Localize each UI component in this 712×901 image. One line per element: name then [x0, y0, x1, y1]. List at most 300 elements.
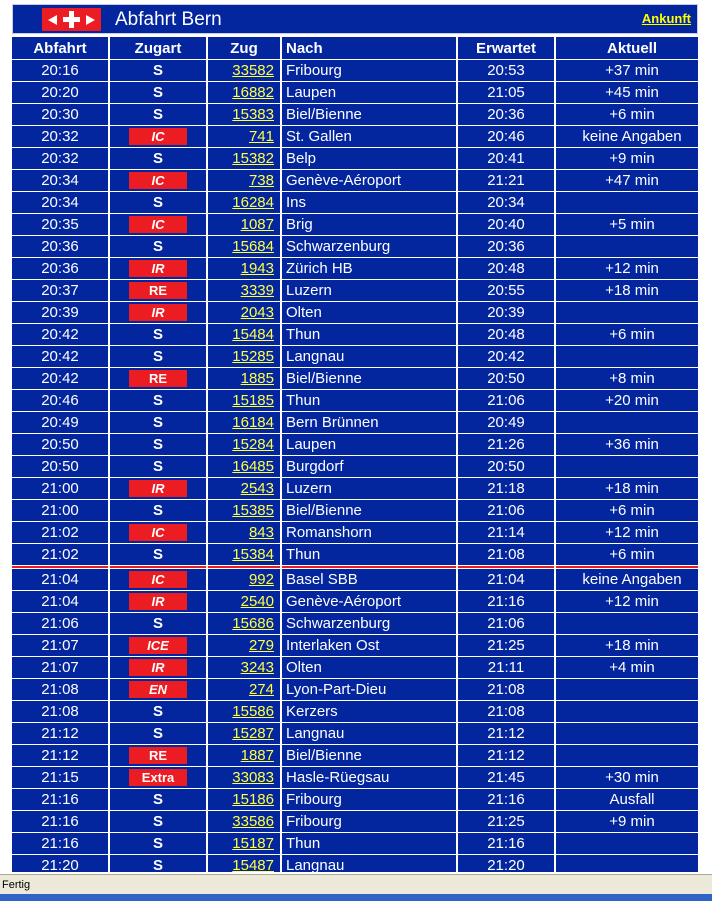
destination: Biel/Bienne — [282, 368, 456, 389]
train-number-link[interactable]: 741 — [248, 128, 274, 145]
train-type-s-icon: S — [152, 703, 163, 721]
train-number-link[interactable]: 15287 — [232, 725, 274, 742]
departure-time: 20:49 — [12, 412, 108, 433]
current-delay: +6 min — [556, 324, 698, 345]
table-row — [12, 811, 698, 832]
table-row — [12, 745, 698, 766]
train-type — [110, 789, 206, 810]
train-number-link[interactable]: 3339 — [240, 282, 274, 299]
train-type — [110, 811, 206, 832]
train-number-link[interactable]: 1887 — [240, 747, 274, 764]
sbb-logo-icon — [42, 8, 101, 31]
departure-time: 20:42 — [12, 368, 108, 389]
expected-time: 21:06 — [458, 613, 554, 634]
expected-time: 20:41 — [458, 148, 554, 169]
expected-time: 20:50 — [458, 368, 554, 389]
departure-time: 20:37 — [12, 280, 108, 301]
train-type — [110, 522, 206, 543]
train-number — [208, 302, 280, 323]
current-delay: +6 min — [556, 500, 698, 521]
expected-time: 21:06 — [458, 390, 554, 411]
departure-board — [12, 4, 698, 872]
destination: Olten — [282, 302, 456, 323]
train-type — [110, 148, 206, 169]
expected-time: 21:08 — [458, 701, 554, 722]
current-delay: keine Angaben — [556, 126, 698, 147]
table-row — [12, 591, 698, 612]
expected-time: 21:12 — [458, 745, 554, 766]
train-type-s-icon: S — [152, 791, 163, 809]
current-delay: +6 min — [556, 104, 698, 125]
departure-time: 20:36 — [12, 236, 108, 257]
current-delay: +8 min — [556, 368, 698, 389]
table-row — [12, 324, 698, 345]
table-row — [12, 390, 698, 411]
train-type — [110, 434, 206, 455]
train-number — [208, 126, 280, 147]
train-number-link[interactable]: 15382 — [232, 150, 274, 167]
destination: Thun — [282, 390, 456, 411]
destination: Laupen — [282, 82, 456, 103]
train-number-link[interactable]: 274 — [248, 681, 274, 698]
train-number — [208, 82, 280, 103]
departure-time: 20:42 — [12, 346, 108, 367]
train-type — [110, 170, 206, 191]
col-aktuell: Aktuell — [556, 37, 698, 59]
current-delay — [556, 613, 698, 634]
train-number-link[interactable]: 15383 — [232, 106, 274, 123]
train-number — [208, 789, 280, 810]
train-type-s-icon: S — [152, 326, 163, 344]
departure-time: 20:32 — [12, 148, 108, 169]
current-delay: +36 min — [556, 434, 698, 455]
table-row — [12, 500, 698, 521]
train-number-link[interactable]: 992 — [248, 571, 274, 588]
table-row — [12, 258, 698, 279]
train-type-s-icon: S — [152, 150, 163, 168]
train-number-link[interactable]: 1885 — [240, 370, 274, 387]
expected-time: 21:08 — [458, 679, 554, 700]
train-type-s-icon: S — [152, 502, 163, 520]
expected-time: 21:16 — [458, 833, 554, 854]
departure-time: 20:30 — [12, 104, 108, 125]
table-row — [12, 723, 698, 744]
train-type — [110, 855, 206, 872]
expected-time: 21:21 — [458, 170, 554, 191]
train-number-link[interactable]: 15285 — [232, 348, 274, 365]
train-number-link[interactable]: 15284 — [232, 436, 274, 453]
expected-time: 21:14 — [458, 522, 554, 543]
current-delay: +45 min — [556, 82, 698, 103]
expected-time: 20:39 — [458, 302, 554, 323]
departure-time: 20:16 — [12, 60, 108, 81]
table-row — [12, 657, 698, 678]
train-type — [110, 613, 206, 634]
train-type — [110, 679, 206, 700]
train-type-ice-icon: ICE — [129, 637, 187, 654]
train-type-ic-icon: IC — [129, 172, 187, 189]
train-number-link[interactable]: 279 — [248, 637, 274, 654]
expected-time: 20:53 — [458, 60, 554, 81]
destination: Luzern — [282, 280, 456, 301]
train-number — [208, 591, 280, 612]
destination: Basel SBB — [282, 569, 456, 590]
current-delay: +9 min — [556, 148, 698, 169]
train-type — [110, 368, 206, 389]
current-delay: +18 min — [556, 635, 698, 656]
expected-time: 21:18 — [458, 478, 554, 499]
train-type — [110, 500, 206, 521]
train-type-re-icon: RE — [129, 747, 187, 764]
current-delay: +47 min — [556, 170, 698, 191]
table-row — [12, 302, 698, 323]
destination: Biel/Bienne — [282, 104, 456, 125]
destination: Zürich HB — [282, 258, 456, 279]
table-row — [12, 148, 698, 169]
departure-time: 21:15 — [12, 767, 108, 788]
train-number — [208, 500, 280, 521]
current-delay: +12 min — [556, 591, 698, 612]
train-number-link[interactable]: 16882 — [232, 84, 274, 101]
train-type-s-icon: S — [152, 84, 163, 102]
expected-time: 21:20 — [458, 855, 554, 872]
destination: Brig — [282, 214, 456, 235]
table-row — [12, 522, 698, 543]
current-delay: +18 min — [556, 280, 698, 301]
destination: Thun — [282, 324, 456, 345]
current-delay: +4 min — [556, 657, 698, 678]
departure-time: 21:07 — [12, 635, 108, 656]
train-number-link[interactable]: 33083 — [232, 769, 274, 786]
current-delay: +9 min — [556, 811, 698, 832]
train-number-link[interactable]: 2043 — [240, 304, 274, 321]
table-row — [12, 855, 698, 872]
destination: Bern Brünnen — [282, 412, 456, 433]
train-type-ic-icon: IC — [129, 571, 187, 588]
train-number-link[interactable]: 738 — [248, 172, 274, 189]
departure-time: 21:08 — [12, 679, 108, 700]
table-row — [12, 82, 698, 103]
table-row — [12, 170, 698, 191]
table-row — [12, 701, 698, 722]
train-number — [208, 170, 280, 191]
train-number-link[interactable]: 1943 — [240, 260, 274, 277]
train-number — [208, 214, 280, 235]
destination: Fribourg — [282, 60, 456, 81]
destination: Ins — [282, 192, 456, 213]
expected-time: 21:05 — [458, 82, 554, 103]
departure-time: 21:12 — [12, 745, 108, 766]
train-number — [208, 522, 280, 543]
expected-time: 21:16 — [458, 789, 554, 810]
train-number — [208, 569, 280, 590]
train-type — [110, 82, 206, 103]
table-row — [12, 679, 698, 700]
train-type-s-icon: S — [152, 414, 163, 432]
current-delay — [556, 701, 698, 722]
departure-time: 21:16 — [12, 811, 108, 832]
train-type-ic-icon: IC — [129, 216, 187, 233]
departure-time: 20:50 — [12, 456, 108, 477]
destination: Langnau — [282, 855, 456, 872]
destination: Fribourg — [282, 811, 456, 832]
departure-time: 21:12 — [12, 723, 108, 744]
departure-time: 20:20 — [12, 82, 108, 103]
departure-time: 21:00 — [12, 478, 108, 499]
table-row — [12, 214, 698, 235]
train-number-link[interactable]: 1087 — [240, 216, 274, 233]
table-row — [12, 635, 698, 656]
train-number-link[interactable]: 16485 — [232, 458, 274, 475]
train-number-link[interactable]: 2543 — [240, 480, 274, 497]
table-row — [12, 434, 698, 455]
table-row — [12, 192, 698, 213]
table-row — [12, 60, 698, 81]
current-delay — [556, 833, 698, 854]
train-number — [208, 148, 280, 169]
train-number — [208, 192, 280, 213]
destination: Belp — [282, 148, 456, 169]
current-delay: +30 min — [556, 767, 698, 788]
train-number — [208, 613, 280, 634]
table-row — [12, 478, 698, 499]
train-number-link[interactable]: 843 — [248, 524, 274, 541]
departure-time: 20:42 — [12, 324, 108, 345]
ankunft-link[interactable]: Ankunft — [641, 11, 691, 26]
train-type-s-icon: S — [152, 392, 163, 410]
train-number — [208, 723, 280, 744]
train-type-s-icon: S — [152, 238, 163, 256]
train-type — [110, 657, 206, 678]
table-row — [12, 456, 698, 477]
train-type-s-icon: S — [152, 348, 163, 366]
train-type-s-icon: S — [152, 813, 163, 831]
current-delay — [556, 192, 698, 213]
destination: Langnau — [282, 723, 456, 744]
expected-time: 20:46 — [458, 126, 554, 147]
expected-time: 21:11 — [458, 657, 554, 678]
expected-time: 20:49 — [458, 412, 554, 433]
train-number — [208, 833, 280, 854]
destination: Hasle-Rüegsau — [282, 767, 456, 788]
destination: Olten — [282, 657, 456, 678]
train-type-s-icon: S — [152, 615, 163, 633]
train-type — [110, 591, 206, 612]
current-delay — [556, 723, 698, 744]
col-zugart: Zugart — [110, 37, 206, 59]
train-type — [110, 324, 206, 345]
train-number-link[interactable]: 15686 — [232, 615, 274, 632]
departure-time: 21:00 — [12, 500, 108, 521]
departure-time: 21:04 — [12, 569, 108, 590]
destination: Thun — [282, 544, 456, 565]
departure-time: 20:34 — [12, 170, 108, 191]
destination: Kerzers — [282, 701, 456, 722]
taskbar-strip — [0, 894, 712, 901]
train-type-re-icon: RE — [129, 282, 187, 299]
current-delay: +5 min — [556, 214, 698, 235]
train-number — [208, 635, 280, 656]
train-type-ir-icon: IR — [129, 480, 187, 497]
departure-time: 21:02 — [12, 544, 108, 565]
train-number — [208, 412, 280, 433]
destination: Interlaken Ost — [282, 635, 456, 656]
train-type-re-icon: RE — [129, 370, 187, 387]
expected-time: 20:48 — [458, 258, 554, 279]
destination: Schwarzenburg — [282, 236, 456, 257]
current-delay — [556, 346, 698, 367]
train-type — [110, 478, 206, 499]
train-number-link[interactable]: 2540 — [240, 593, 274, 610]
departure-time: 20:36 — [12, 258, 108, 279]
train-number — [208, 346, 280, 367]
page-title: Abfahrt Bern — [115, 9, 222, 30]
current-delay: +12 min — [556, 522, 698, 543]
train-number-link[interactable]: 15586 — [232, 703, 274, 720]
table-row — [12, 412, 698, 433]
train-number — [208, 855, 280, 872]
current-delay — [556, 302, 698, 323]
train-type-s-icon: S — [152, 857, 163, 872]
departure-time: 20:50 — [12, 434, 108, 455]
departure-time: 20:34 — [12, 192, 108, 213]
train-type — [110, 346, 206, 367]
train-type-extra-icon: Extra — [129, 769, 187, 786]
train-type — [110, 258, 206, 279]
train-number — [208, 104, 280, 125]
destination: Lyon-Part-Dieu — [282, 679, 456, 700]
table-row — [12, 368, 698, 389]
current-delay — [556, 236, 698, 257]
train-type — [110, 701, 206, 722]
destination: Luzern — [282, 478, 456, 499]
destination: Thun — [282, 833, 456, 854]
col-zug: Zug — [208, 37, 280, 59]
train-number-link[interactable]: 15187 — [232, 835, 274, 852]
train-number — [208, 324, 280, 345]
train-type-ir-icon: IR — [129, 593, 187, 610]
train-type — [110, 569, 206, 590]
current-delay: Ausfall — [556, 789, 698, 810]
expected-time: 20:36 — [458, 104, 554, 125]
table-row — [12, 833, 698, 854]
train-type — [110, 456, 206, 477]
table-row — [12, 126, 698, 147]
train-type-en-icon: EN — [129, 681, 187, 698]
current-delay: +12 min — [556, 258, 698, 279]
expected-time: 20:34 — [458, 192, 554, 213]
board-header — [12, 4, 698, 34]
current-delay: +18 min — [556, 478, 698, 499]
train-type-ic-icon: IC — [129, 128, 187, 145]
train-number-link[interactable]: 15384 — [232, 546, 274, 563]
train-number — [208, 236, 280, 257]
train-number-link[interactable]: 3243 — [240, 659, 274, 676]
train-type — [110, 745, 206, 766]
departure-time: 21:04 — [12, 591, 108, 612]
table-row — [12, 569, 698, 590]
current-delay: +6 min — [556, 544, 698, 565]
train-number — [208, 368, 280, 389]
train-number — [208, 390, 280, 411]
destination: St. Gallen — [282, 126, 456, 147]
train-type-s-icon: S — [152, 106, 163, 124]
expected-time: 21:06 — [458, 500, 554, 521]
destination: Burgdorf — [282, 456, 456, 477]
status-text: Fertig — [2, 879, 31, 891]
table-row — [12, 104, 698, 125]
train-number-link[interactable]: 15186 — [232, 791, 274, 808]
train-type-s-icon: S — [152, 835, 163, 853]
train-number-link[interactable]: 15185 — [232, 392, 274, 409]
train-type — [110, 126, 206, 147]
train-number — [208, 657, 280, 678]
departure-time: 21:02 — [12, 522, 108, 543]
train-type — [110, 412, 206, 433]
train-number — [208, 544, 280, 565]
current-delay: +20 min — [556, 390, 698, 411]
current-delay — [556, 745, 698, 766]
departure-time: 20:39 — [12, 302, 108, 323]
expected-time: 21:25 — [458, 635, 554, 656]
destination: Langnau — [282, 346, 456, 367]
train-number-link[interactable]: 16184 — [232, 414, 274, 431]
train-type — [110, 192, 206, 213]
train-number-link[interactable]: 15385 — [232, 502, 274, 519]
train-number-link[interactable]: 15684 — [232, 238, 274, 255]
table-row — [12, 789, 698, 810]
train-number — [208, 280, 280, 301]
train-number — [208, 767, 280, 788]
col-abfahrt: Abfahrt — [12, 37, 108, 59]
departure-time: 20:35 — [12, 214, 108, 235]
expected-time: 20:40 — [458, 214, 554, 235]
train-number — [208, 679, 280, 700]
table-row — [12, 280, 698, 301]
status-bar — [0, 874, 712, 901]
destination: Laupen — [282, 434, 456, 455]
destination: Genève-Aéroport — [282, 170, 456, 191]
train-number-link[interactable]: 15487 — [232, 857, 274, 872]
table-row — [12, 767, 698, 788]
table-row — [12, 236, 698, 257]
departure-time: 20:46 — [12, 390, 108, 411]
train-number — [208, 434, 280, 455]
train-number-link[interactable]: 33586 — [232, 813, 274, 830]
train-type — [110, 767, 206, 788]
train-number-link[interactable]: 33582 — [232, 62, 274, 79]
col-nach: Nach — [282, 37, 456, 59]
table-header-row — [12, 37, 698, 59]
departure-time: 20:32 — [12, 126, 108, 147]
train-type-ir-icon: IR — [129, 260, 187, 277]
train-type — [110, 280, 206, 301]
train-number — [208, 811, 280, 832]
current-delay — [556, 456, 698, 477]
train-type — [110, 302, 206, 323]
train-number-link[interactable]: 15484 — [232, 326, 274, 343]
row-separator — [12, 566, 698, 568]
current-delay: keine Angaben — [556, 569, 698, 590]
train-number — [208, 478, 280, 499]
train-type-ic-icon: IC — [129, 524, 187, 541]
expected-time: 21:25 — [458, 811, 554, 832]
train-type-s-icon: S — [152, 194, 163, 212]
expected-time: 21:26 — [458, 434, 554, 455]
expected-time: 21:16 — [458, 591, 554, 612]
train-number-link[interactable]: 16284 — [232, 194, 274, 211]
table-row — [12, 544, 698, 565]
